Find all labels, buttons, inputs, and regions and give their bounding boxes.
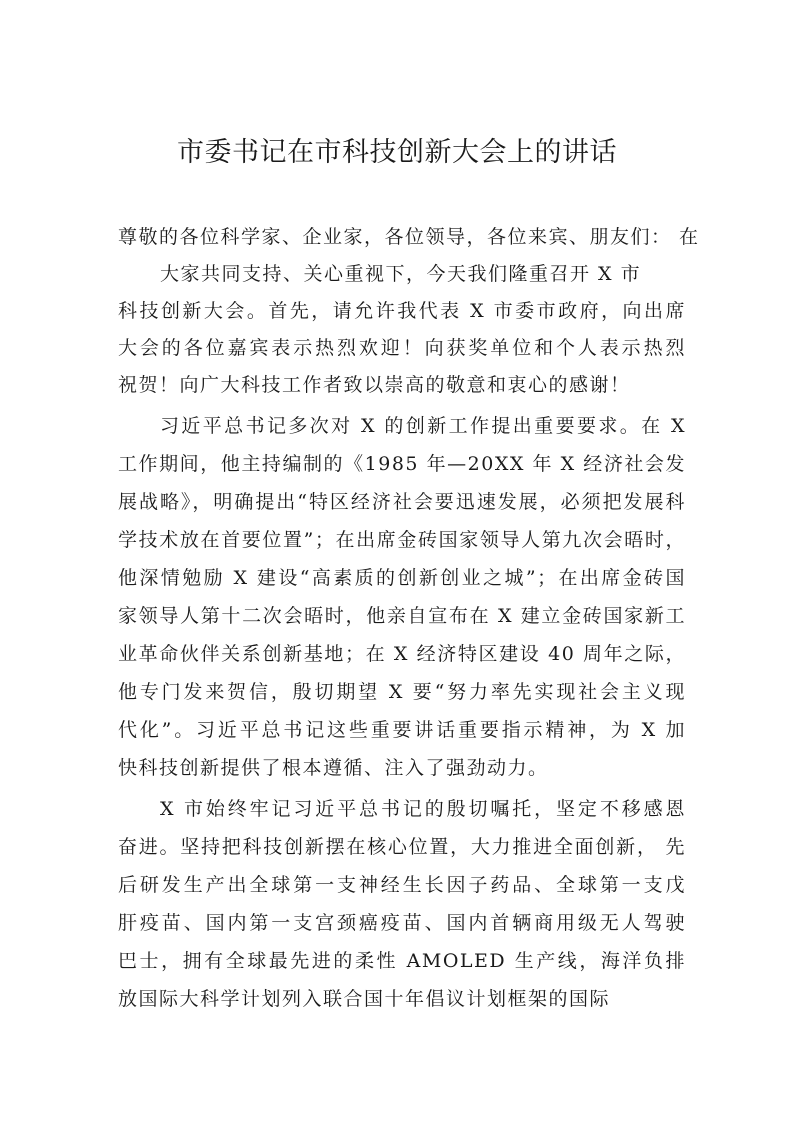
paragraph-line: 工作期间，他主持编制的《1985 年—20XX 年 X 经济社会发 — [118, 453, 686, 475]
paragraph-line: 代化”。习近平总书记这些重要讲话重要指示精神，为 X 加 — [118, 719, 686, 741]
paragraph-line: 他深情勉励 X 建设“高素质的创新创业之城”；在出席金砖国 — [118, 567, 686, 589]
paragraph-line: 展战略》，明确提出“特区经济社会要迅速发展，必须把发展科 — [118, 491, 686, 513]
paragraph-line: 他专门发来贺信，殷切期望 X 要“努力率先实现社会主义现 — [118, 681, 686, 703]
paragraph-line: 巴士，拥有全球最先进的柔性 AMOLED 生产线，海洋负排 — [118, 950, 686, 972]
paragraph-line: 业革命伙伴关系创新基地；在 X 经济特区建设 40 周年之际， — [118, 643, 686, 665]
paragraph-line: 学技术放在首要位置”；在出席金砖国家领导人第九次会晤时， — [118, 529, 686, 551]
paragraph-line: 家领导人第十二次会晤时，他亲自宣布在 X 建立金砖国家新工 — [118, 605, 686, 627]
paragraph-line: 大家共同支持、关心重视下，今天我们隆重召开 X 市 — [160, 263, 642, 285]
paragraph-line: 尊敬的各位科学家、企业家，各位领导，各位来宾、朋友们： 在 — [118, 226, 700, 248]
paragraph-line: 奋进。坚持把科技创新摆在核心位置，大力推进全面创新， 先 — [118, 836, 686, 858]
paragraph-line: 放国际大科学计划列入联合国十年倡议计划框架的国际 — [118, 988, 611, 1010]
paragraph-line: 祝贺！向广大科技工作者致以崇高的敬意和衷心的感谢！ — [118, 374, 631, 396]
paragraph-line: 后研发生产出全球第一支神经生长因子药品、全球第一支戊 — [118, 874, 686, 896]
paragraph-line: 快科技创新提供了根本遵循、注入了强劲动力。 — [118, 757, 549, 779]
document-title: 市委书记在市科技创新大会上的讲话 — [177, 137, 617, 168]
paragraph-line: 大会的各位嘉宾表示热烈欢迎！向获奖单位和个人表示热烈 — [118, 337, 686, 359]
paragraph-line: 习近平总书记多次对 X 的创新工作提出重要要求。在 X — [160, 415, 686, 437]
paragraph-line: 肝疫苗、国内第一支宫颈癌疫苗、国内首辆商用级无人驾驶 — [118, 912, 686, 934]
paragraph-line: X 市始终牢记习近平总书记的殷切嘱托，坚定不移感恩 — [160, 798, 686, 820]
paragraph-line: 科技创新大会。首先，请允许我代表 X 市委市政府，向出席 — [118, 300, 686, 322]
